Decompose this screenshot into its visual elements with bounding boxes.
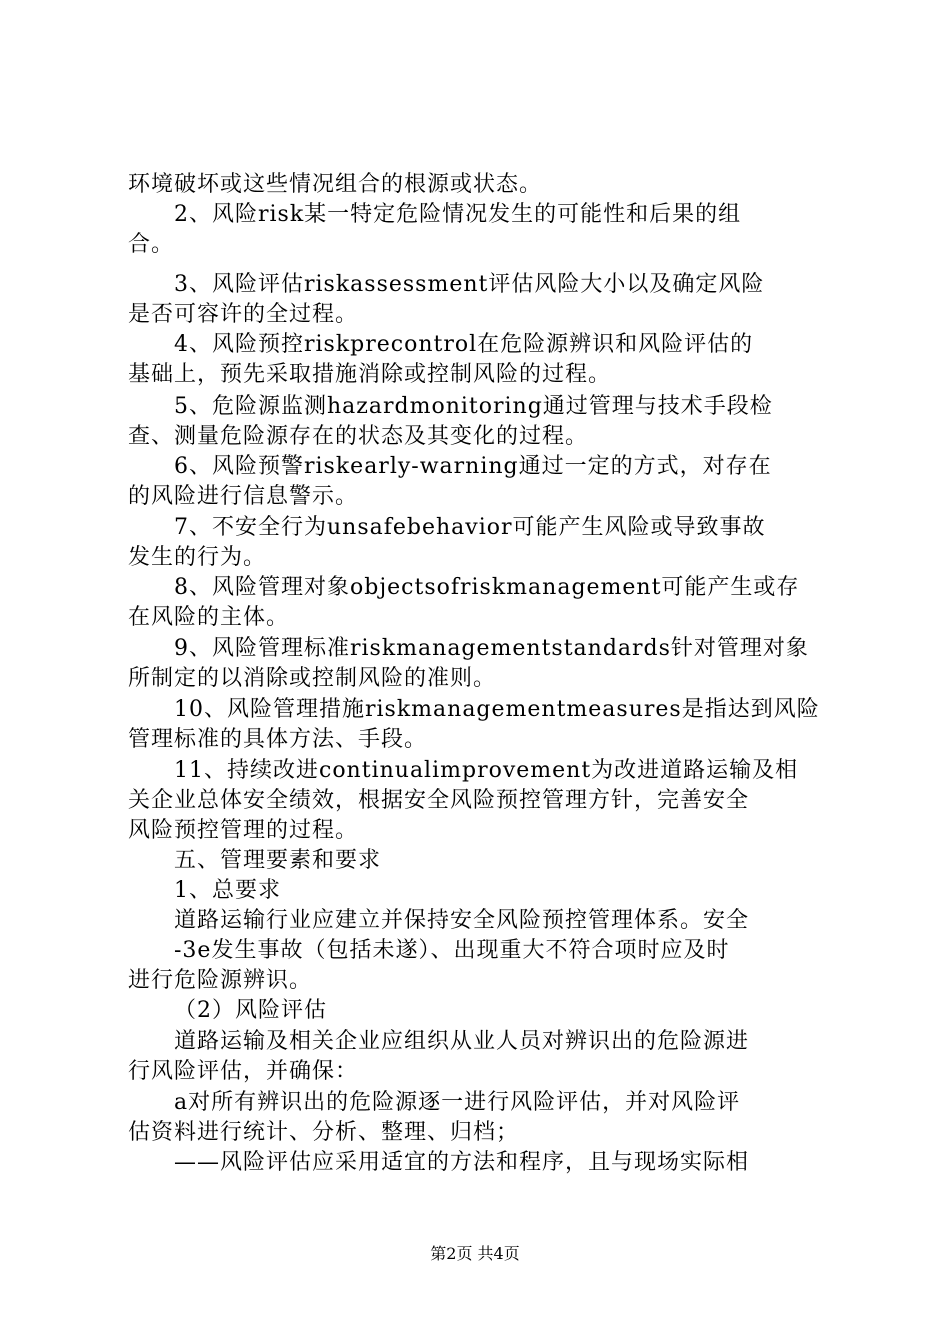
page-number: 第2页 共4页 bbox=[430, 1244, 520, 1263]
text-line: 合。 bbox=[128, 232, 175, 257]
text-line: 1、总要求 bbox=[174, 878, 281, 903]
text-line: 进行危险源辨识。 bbox=[128, 968, 313, 993]
text-line: 道路运输行业应建立并保持安全风险预控管理体系。安全 bbox=[174, 908, 750, 933]
text-line: 的风险进行信息警示。 bbox=[128, 484, 359, 509]
text-line: 管理标准的具体方法、手段。 bbox=[128, 727, 428, 752]
text-line: 基础上，预先采取措施消除或控制风险的过程。 bbox=[128, 362, 612, 387]
text-line: 道路运输及相关企业应组织从业人员对辨识出的危险源进 bbox=[174, 1029, 750, 1054]
text-line: 在风险的主体。 bbox=[128, 605, 290, 630]
text-line: ——风险评估应采用适宜的方法和程序，且与现场实际相 bbox=[174, 1150, 750, 1175]
text-line: 查、测量危险源存在的状态及其变化的过程。 bbox=[128, 424, 589, 449]
text-line: 所制定的以消除或控制风险的准则。 bbox=[128, 666, 497, 691]
text-line: a对所有辨识出的危险源逐一进行风险评估，并对风险评 bbox=[174, 1090, 741, 1115]
text-line: 11、持续改进continualimprovement为改进道路运输及相 bbox=[174, 758, 799, 783]
text-line: 4、风险预控riskprecontrol在危险源辨识和风险评估的 bbox=[174, 332, 754, 357]
text-line: 五、管理要素和要求 bbox=[174, 848, 382, 873]
text-line: 估资料进行统计、分析、整理、归档； bbox=[128, 1120, 520, 1145]
text-line: 5、危险源监测hazardmonitoring通过管理与技术手段检 bbox=[174, 394, 773, 419]
text-line: 6、风险预警riskearly-warning通过一定的方式，对存在 bbox=[174, 454, 772, 479]
text-line: 行风险评估，并确保： bbox=[128, 1059, 359, 1084]
text-line: 风险预控管理的过程。 bbox=[128, 818, 359, 843]
text-line: 是否可容许的全过程。 bbox=[128, 302, 359, 327]
text-line: -3e发生事故（包括未遂）、出现重大不符合项时应及时 bbox=[174, 938, 730, 963]
text-line: 2、风险risk某一特定危险情况发生的可能性和后果的组 bbox=[174, 202, 742, 227]
text-line: 发生的行为。 bbox=[128, 545, 267, 570]
text-line: 10、风险管理措施riskmanagementmeasures是指达到风险 bbox=[174, 697, 820, 722]
text-line: 8、风险管理对象objectsofriskmanagement可能产生或存 bbox=[174, 575, 800, 600]
text-line: 环境破坏或这些情况组合的根源或状态。 bbox=[128, 172, 543, 197]
text-line: （2）风险评估 bbox=[174, 998, 327, 1023]
text-line: 9、风险管理标准riskmanagementstandards针对管理对象 bbox=[174, 636, 809, 661]
text-line: 关企业总体安全绩效，根据安全风险预控管理方针，完善安全 bbox=[128, 788, 750, 813]
text-line: 7、不安全行为unsafebehavior可能产生风险或导致事故 bbox=[174, 515, 766, 540]
text-line: 3、风险评估riskassessment评估风险大小以及确定风险 bbox=[174, 272, 765, 297]
